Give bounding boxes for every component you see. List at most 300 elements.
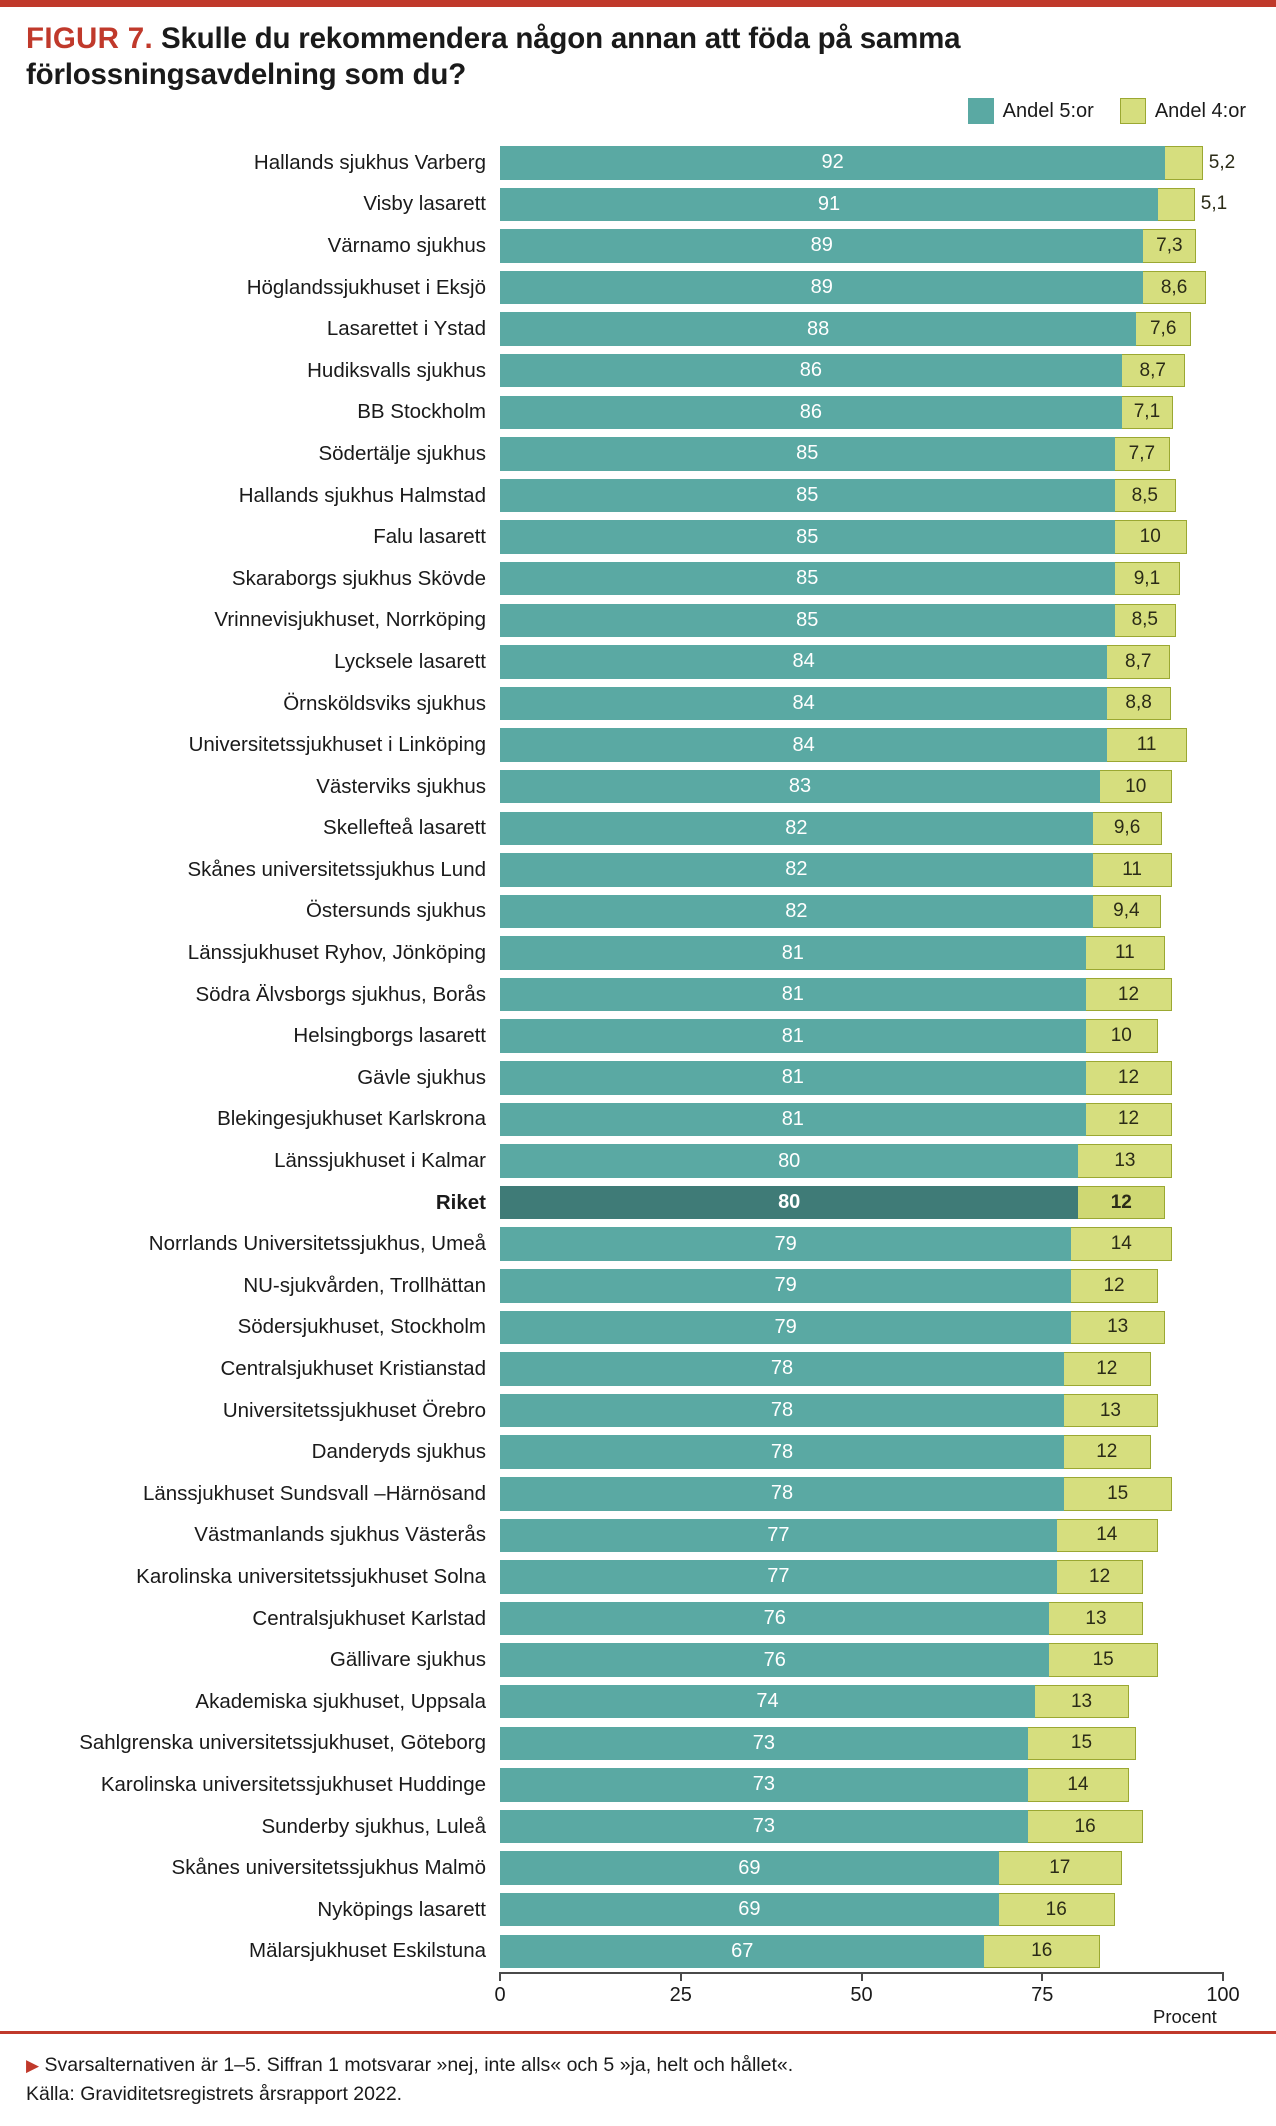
bar-value-5or: 88 <box>806 317 830 340</box>
bar-value-4or: 8,5 <box>1131 609 1158 631</box>
bar-segment-4or <box>1086 1103 1173 1137</box>
row-bars <box>500 1556 1276 1598</box>
stacked-bar <box>500 1768 1129 1802</box>
stacked-bar <box>500 479 1176 513</box>
axis-tick <box>680 1972 682 1981</box>
row-label: Hallands sjukhus Varberg <box>253 150 486 174</box>
row-label: Helsingborgs lasarett <box>293 1024 486 1048</box>
bar-segment-5or <box>500 1519 1057 1553</box>
bar-segment-5or <box>500 1560 1057 1594</box>
plot-region <box>500 1515 1223 1557</box>
plot-region <box>500 641 1223 683</box>
bar-segment-4or <box>1107 645 1170 679</box>
stacked-bar <box>500 1560 1143 1594</box>
chart-rows <box>0 142 1276 1972</box>
plot-region <box>500 1265 1223 1307</box>
table-row <box>0 641 1276 683</box>
row-bars <box>500 1598 1276 1640</box>
bar-segment-5or <box>500 936 1086 970</box>
table-row <box>0 1515 1276 1557</box>
table-row <box>0 1598 1276 1640</box>
row-label: Karolinska universitetssjukhuset Huddinge <box>100 1772 486 1796</box>
row-bars <box>500 225 1276 267</box>
bar-segment-5or <box>500 895 1093 929</box>
bar-value-4or: 11 <box>1122 858 1142 880</box>
row-label: Gävle sjukhus <box>357 1065 486 1089</box>
bar-value-5or: 80 <box>778 1191 801 1214</box>
bar-segment-5or <box>500 479 1115 513</box>
bar-segment-4or <box>1115 562 1181 596</box>
stacked-bar <box>500 1394 1158 1428</box>
plot-region <box>500 1223 1223 1265</box>
bar-value-4or: 15 <box>1092 1649 1114 1671</box>
stacked-bar <box>500 354 1185 388</box>
plot-region <box>500 1847 1223 1889</box>
stacked-bar <box>500 978 1172 1012</box>
bar-segment-5or <box>500 1851 999 1885</box>
row-bars <box>500 891 1276 933</box>
bar-value-4or: 11 <box>1136 734 1157 756</box>
stacked-bar <box>500 812 1162 846</box>
bar-segment-4or <box>1078 1144 1172 1178</box>
bar-value-4or: 7,7 <box>1128 442 1156 464</box>
row-label: Västerviks sjukhus <box>316 774 486 798</box>
plot-region <box>500 1431 1223 1473</box>
bar-segment-5or <box>500 354 1122 388</box>
row-bars <box>500 1806 1276 1848</box>
legend-label-5or: Andel 5:or <box>1002 99 1094 122</box>
plot-region <box>500 1473 1223 1515</box>
stacked-bar <box>500 271 1206 305</box>
stacked-bar <box>500 604 1176 638</box>
plot-region <box>500 308 1223 350</box>
bar-segment-4or <box>1035 1685 1129 1719</box>
plot-region <box>500 849 1223 891</box>
bar-segment-5or <box>500 1643 1049 1677</box>
row-bars <box>500 808 1276 850</box>
row-label: Södra Älvsborgs sjukhus, Borås <box>195 982 486 1006</box>
stacked-bar <box>500 645 1170 679</box>
stacked-bar <box>500 312 1191 346</box>
bar-segment-5or <box>500 1768 1028 1802</box>
bar-segment-4or <box>1136 312 1191 346</box>
bar-segment-5or <box>500 1186 1078 1220</box>
bar-segment-5or <box>500 1394 1064 1428</box>
table-row <box>0 849 1276 891</box>
bar-value-5or: 69 <box>738 1856 761 1879</box>
row-label: Riket <box>435 1190 486 1214</box>
row-label: Örnsköldsviks sjukhus <box>283 691 486 715</box>
row-label: Södersjukhuset, Stockholm <box>237 1315 486 1339</box>
row-bars <box>500 974 1276 1016</box>
bar-segment-5or <box>500 1477 1064 1511</box>
bar-value-5or: 74 <box>756 1690 779 1713</box>
legend-swatch-4or <box>1120 98 1146 124</box>
stacked-bar <box>500 1727 1136 1761</box>
axis-tick-label: 75 <box>1031 1984 1054 2007</box>
bar-value-4or: 13 <box>1114 1150 1136 1171</box>
table-row <box>0 308 1276 350</box>
table-row <box>0 516 1276 558</box>
bar-segment-4or <box>999 1851 1122 1885</box>
axis-tick-label: 25 <box>669 1984 692 2007</box>
table-row <box>0 433 1276 475</box>
row-label: Skellefteå lasarett <box>323 816 486 840</box>
bar-segment-4or <box>999 1893 1115 1927</box>
stacked-bar <box>500 1019 1158 1053</box>
row-bars <box>500 1348 1276 1390</box>
bar-segment-5or <box>500 604 1115 638</box>
table-row <box>0 1390 1276 1432</box>
triangle-bullet-icon: ▶ <box>26 2056 40 2076</box>
row-bars <box>500 849 1276 891</box>
table-row <box>0 1099 1276 1141</box>
axis-tick <box>1041 1972 1043 1981</box>
bar-value-4or: 8,5 <box>1131 484 1158 506</box>
page-title <box>26 21 1250 93</box>
stacked-bar <box>500 1851 1122 1885</box>
row-bars <box>500 1015 1276 1057</box>
row-bars <box>500 1390 1276 1432</box>
table-row <box>0 1348 1276 1390</box>
stacked-bar <box>500 1227 1172 1261</box>
bar-segment-4or <box>1100 770 1172 804</box>
plot-region <box>500 1182 1223 1224</box>
bar-value-4or: 10 <box>1110 1025 1132 1047</box>
row-label: Länssjukhuset Ryhov, Jönköping <box>187 941 486 965</box>
bar-value-4or: 17 <box>1049 1857 1071 1879</box>
figure-title: Skulle du rekommendera någon annan att föda på samma förlossningsavdelning som du? <box>26 22 961 91</box>
bar-segment-5or <box>500 770 1100 804</box>
legend-andel-4or <box>1120 98 1246 124</box>
table-row <box>0 766 1276 808</box>
bar-value-5or: 92 <box>821 151 844 174</box>
plot-region <box>500 142 1236 184</box>
row-bars <box>500 558 1276 600</box>
plot-region <box>500 1348 1223 1390</box>
stacked-bar <box>500 895 1161 929</box>
bar-segment-5or <box>500 520 1115 554</box>
bar-value-5or: 85 <box>796 484 819 506</box>
stacked-bar <box>500 1144 1172 1178</box>
bar-value-4or: 5,1 <box>1200 193 1228 215</box>
bar-value-5or: 67 <box>731 1939 754 1962</box>
table-row <box>0 683 1276 725</box>
axis-tick <box>861 1972 863 1981</box>
bar-segment-5or <box>500 978 1086 1012</box>
table-row <box>0 932 1276 974</box>
legend-swatch-5or <box>968 98 994 124</box>
bar-segment-4or <box>1115 520 1187 554</box>
bar-value-5or: 85 <box>796 442 819 465</box>
footnotes <box>26 2051 793 2108</box>
table-row <box>0 600 1276 642</box>
row-label: Centralsjukhuset Kristianstad <box>220 1357 486 1381</box>
bar-segment-4or <box>1093 812 1162 846</box>
bar-value-5or: 77 <box>767 1565 790 1588</box>
row-label: NU-sjukvården, Trollhättan <box>243 1273 486 1297</box>
stacked-bar <box>500 437 1170 471</box>
bar-value-5or: 81 <box>781 1066 804 1089</box>
table-row <box>0 974 1276 1016</box>
bar-segment-4or <box>1064 1394 1158 1428</box>
bar-value-4or: 8,7 <box>1125 650 1152 672</box>
axis-tick-label: 50 <box>850 1984 873 2007</box>
row-bars <box>500 1681 1276 1723</box>
axis-unit-label: Procent <box>1153 2006 1217 2028</box>
table-row <box>0 1889 1276 1931</box>
bar-value-5or: 81 <box>781 1107 804 1130</box>
bar-segment-4or <box>1122 354 1185 388</box>
bar-value-4or: 10 <box>1125 775 1147 797</box>
row-label: Hudiksvalls sjukhus <box>307 358 486 382</box>
row-label: Lycksele lasarett <box>334 649 486 673</box>
table-row <box>0 1431 1276 1473</box>
bar-value-4or: 9,1 <box>1133 567 1161 589</box>
bar-segment-4or <box>1165 146 1236 180</box>
bar-value-4or: 16 <box>1074 1815 1096 1837</box>
stacked-bar <box>500 1643 1158 1677</box>
bar-segment-5or <box>500 1810 1028 1844</box>
plot-region <box>500 1598 1223 1640</box>
bar-segment-4or <box>1122 396 1173 430</box>
row-bars <box>500 1307 1276 1349</box>
row-label: Vrinnevisjukhuset, Norrköping <box>214 608 486 632</box>
bar-segment-5or <box>500 312 1136 346</box>
stacked-bar <box>500 146 1236 180</box>
table-row <box>0 1140 1276 1182</box>
bar-segment-5or <box>500 562 1115 596</box>
row-label: Falu lasarett <box>373 525 486 549</box>
stacked-bar <box>500 853 1172 887</box>
bar-segment-4or <box>1143 229 1196 263</box>
bar-value-5or: 91 <box>817 192 841 215</box>
footnote-line-2: Källa: Graviditetsregistrets årsrapport 2022. <box>26 2082 403 2105</box>
bar-value-5or: 86 <box>799 359 822 382</box>
table-row <box>0 1015 1276 1057</box>
bar-segment-4or <box>1057 1560 1144 1594</box>
footnote-text-1: Svarsalternativen är 1–5. Siffran 1 motsvarar »nej, inte alls« och 5 »ja, helt och hållet«. <box>44 2054 794 2077</box>
bar-segment-5or <box>500 188 1158 222</box>
stacked-bar <box>500 728 1187 762</box>
row-label: Lasarettet i Ystad <box>326 317 486 341</box>
bar-segment-4or <box>1064 1435 1151 1469</box>
stacked-bar <box>500 770 1172 804</box>
stacked-bar <box>500 1269 1158 1303</box>
row-label: Universitetssjukhuset Örebro <box>222 1398 486 1422</box>
legend-label-4or: Andel 4:or <box>1154 99 1246 122</box>
bar-value-4or: 14 <box>1067 1773 1089 1795</box>
bar-chart <box>0 142 1276 2028</box>
figure-label: FIGUR 7. <box>26 22 153 55</box>
row-label: Sahlgrenska universitetssjukhuset, Göteborg <box>79 1731 486 1755</box>
bar-value-4or: 12 <box>1117 983 1140 1005</box>
row-label: Universitetssjukhuset i Linköping <box>188 733 486 757</box>
row-bars <box>500 475 1276 517</box>
plot-region <box>500 1057 1223 1099</box>
bar-segment-5or <box>500 812 1093 846</box>
bar-segment-4or <box>1064 1477 1172 1511</box>
row-bars <box>500 1639 1276 1681</box>
bar-segment-5or <box>500 1727 1028 1761</box>
bar-segment-5or <box>500 229 1143 263</box>
row-bars <box>500 932 1276 974</box>
bar-value-4or: 12 <box>1110 1191 1132 1213</box>
row-bars <box>500 1515 1276 1557</box>
bar-value-5or: 85 <box>796 525 819 548</box>
table-row <box>0 1223 1276 1265</box>
axis-tick-label: 100 <box>1206 1984 1240 2007</box>
row-bars <box>500 392 1276 434</box>
bar-value-5or: 81 <box>781 941 804 964</box>
table-row <box>0 1556 1276 1598</box>
bar-value-5or: 83 <box>788 775 812 798</box>
stacked-bar <box>500 396 1173 430</box>
stacked-bar <box>500 1810 1143 1844</box>
bar-segment-4or <box>1115 437 1171 471</box>
row-label: Centralsjukhuset Karlstad <box>252 1606 486 1630</box>
table-row <box>0 1182 1276 1224</box>
stacked-bar <box>500 562 1180 596</box>
bar-segment-5or <box>500 1311 1071 1345</box>
row-bars <box>500 1223 1276 1265</box>
bar-value-5or: 89 <box>810 276 833 299</box>
stacked-bar <box>500 188 1228 222</box>
bar-segment-4or <box>1071 1269 1158 1303</box>
row-label: Sunderby sjukhus, Luleå <box>261 1814 486 1838</box>
table-row <box>0 1931 1276 1973</box>
table-row <box>0 392 1276 434</box>
bar-segment-4or <box>1115 604 1176 638</box>
bar-value-4or: 12 <box>1117 1108 1140 1130</box>
stacked-bar <box>500 520 1187 554</box>
table-row <box>0 1681 1276 1723</box>
plot-region <box>500 600 1223 642</box>
bar-segment-4or <box>1115 479 1176 513</box>
bar-segment-5or <box>500 728 1107 762</box>
bar-value-4or: 12 <box>1096 1441 1118 1463</box>
row-label: Skånes universitetssjukhus Lund <box>187 857 486 881</box>
bar-segment-4or <box>1086 978 1173 1012</box>
row-bars <box>500 1847 1276 1889</box>
row-bars <box>500 1057 1276 1099</box>
plot-region <box>500 267 1223 309</box>
bar-value-5or: 84 <box>792 691 815 714</box>
bar-value-5or: 82 <box>785 899 808 922</box>
bar-segment-4or <box>1086 1019 1158 1053</box>
bar-value-5or: 86 <box>799 400 822 423</box>
bar-value-5or: 79 <box>774 1232 797 1255</box>
bar-value-5or: 73 <box>752 1731 776 1754</box>
bar-value-5or: 76 <box>763 1648 786 1671</box>
bar-segment-5or <box>500 437 1115 471</box>
plot-region <box>500 1099 1223 1141</box>
bar-segment-5or <box>500 853 1093 887</box>
row-label: BB Stockholm <box>357 400 486 424</box>
bar-value-5or: 79 <box>774 1315 797 1338</box>
bar-value-4or: 5,2 <box>1208 151 1236 173</box>
bar-segment-4or <box>1093 853 1173 887</box>
row-label: Danderyds sjukhus <box>311 1440 486 1464</box>
bar-value-5or: 69 <box>738 1898 761 1921</box>
bar-segment-4or <box>1158 188 1228 222</box>
table-row <box>0 1847 1276 1889</box>
table-row <box>0 1764 1276 1806</box>
bar-value-4or: 7,3 <box>1156 234 1183 256</box>
row-label: Nyköpings lasarett <box>317 1897 486 1921</box>
bar-value-4or: 12 <box>1096 1357 1118 1379</box>
stacked-bar <box>500 1893 1115 1927</box>
bar-value-4or: 12 <box>1089 1565 1111 1587</box>
stacked-bar <box>500 936 1165 970</box>
bar-segment-5or <box>500 1602 1049 1636</box>
row-bars <box>500 766 1276 808</box>
bar-value-4or: 13 <box>1099 1399 1121 1421</box>
bar-segment-5or <box>500 396 1122 430</box>
plot-region <box>500 392 1223 434</box>
bar-value-4or: 9,6 <box>1113 817 1141 839</box>
bar-value-4or: 7,1 <box>1133 401 1161 423</box>
row-bars <box>500 724 1276 766</box>
bar-segment-5or <box>500 1893 999 1927</box>
plot-region <box>500 1764 1223 1806</box>
plot-region <box>500 974 1223 1016</box>
axis-tick-label: 0 <box>494 1984 506 2007</box>
plot-region <box>500 1806 1223 1848</box>
plot-region <box>500 1307 1223 1349</box>
bar-value-4or: 13 <box>1085 1607 1107 1629</box>
plot-region <box>500 475 1223 517</box>
row-bars <box>500 641 1276 683</box>
chart-legend <box>968 98 1246 124</box>
bar-value-4or: 15 <box>1107 1482 1129 1504</box>
bar-value-4or: 14 <box>1110 1233 1132 1255</box>
bar-segment-5or <box>500 1435 1064 1469</box>
row-label: Västmanlands sjukhus Västerås <box>194 1523 486 1547</box>
plot-region <box>500 225 1223 267</box>
bar-segment-5or <box>500 271 1143 305</box>
plot-region <box>500 1015 1223 1057</box>
bar-value-5or: 78 <box>770 1399 794 1422</box>
bar-segment-5or <box>500 146 1165 180</box>
stacked-bar <box>500 1352 1151 1386</box>
row-label: Blekingesjukhuset Karlskrona <box>217 1107 486 1131</box>
row-bars <box>500 516 1276 558</box>
bar-value-4or: 12 <box>1117 1066 1140 1088</box>
row-label: Södertälje sjukhus <box>318 441 486 465</box>
row-label: Skaraborgs sjukhus Skövde <box>231 566 486 590</box>
stacked-bar <box>500 687 1171 721</box>
plot-region <box>500 1140 1223 1182</box>
bar-segment-4or <box>1028 1768 1129 1802</box>
bar-segment-4or <box>1064 1352 1151 1386</box>
bar-segment-5or <box>500 687 1107 721</box>
row-bars <box>500 1889 1276 1931</box>
bar-segment-5or <box>500 1144 1078 1178</box>
bar-segment-4or <box>1028 1727 1136 1761</box>
row-bars <box>500 308 1276 350</box>
plot-region <box>500 683 1223 725</box>
bar-segment-4or <box>1049 1602 1143 1636</box>
bar-value-4or: 16 <box>1045 1898 1067 1920</box>
table-row <box>0 1806 1276 1848</box>
plot-region <box>500 350 1223 392</box>
bar-value-5or: 84 <box>792 733 815 756</box>
row-label: Länssjukhuset Sundsvall –Härnösand <box>142 1481 486 1505</box>
axis-tick <box>1222 1972 1224 1981</box>
bar-value-4or: 8,6 <box>1160 276 1188 298</box>
row-bars <box>500 1764 1276 1806</box>
